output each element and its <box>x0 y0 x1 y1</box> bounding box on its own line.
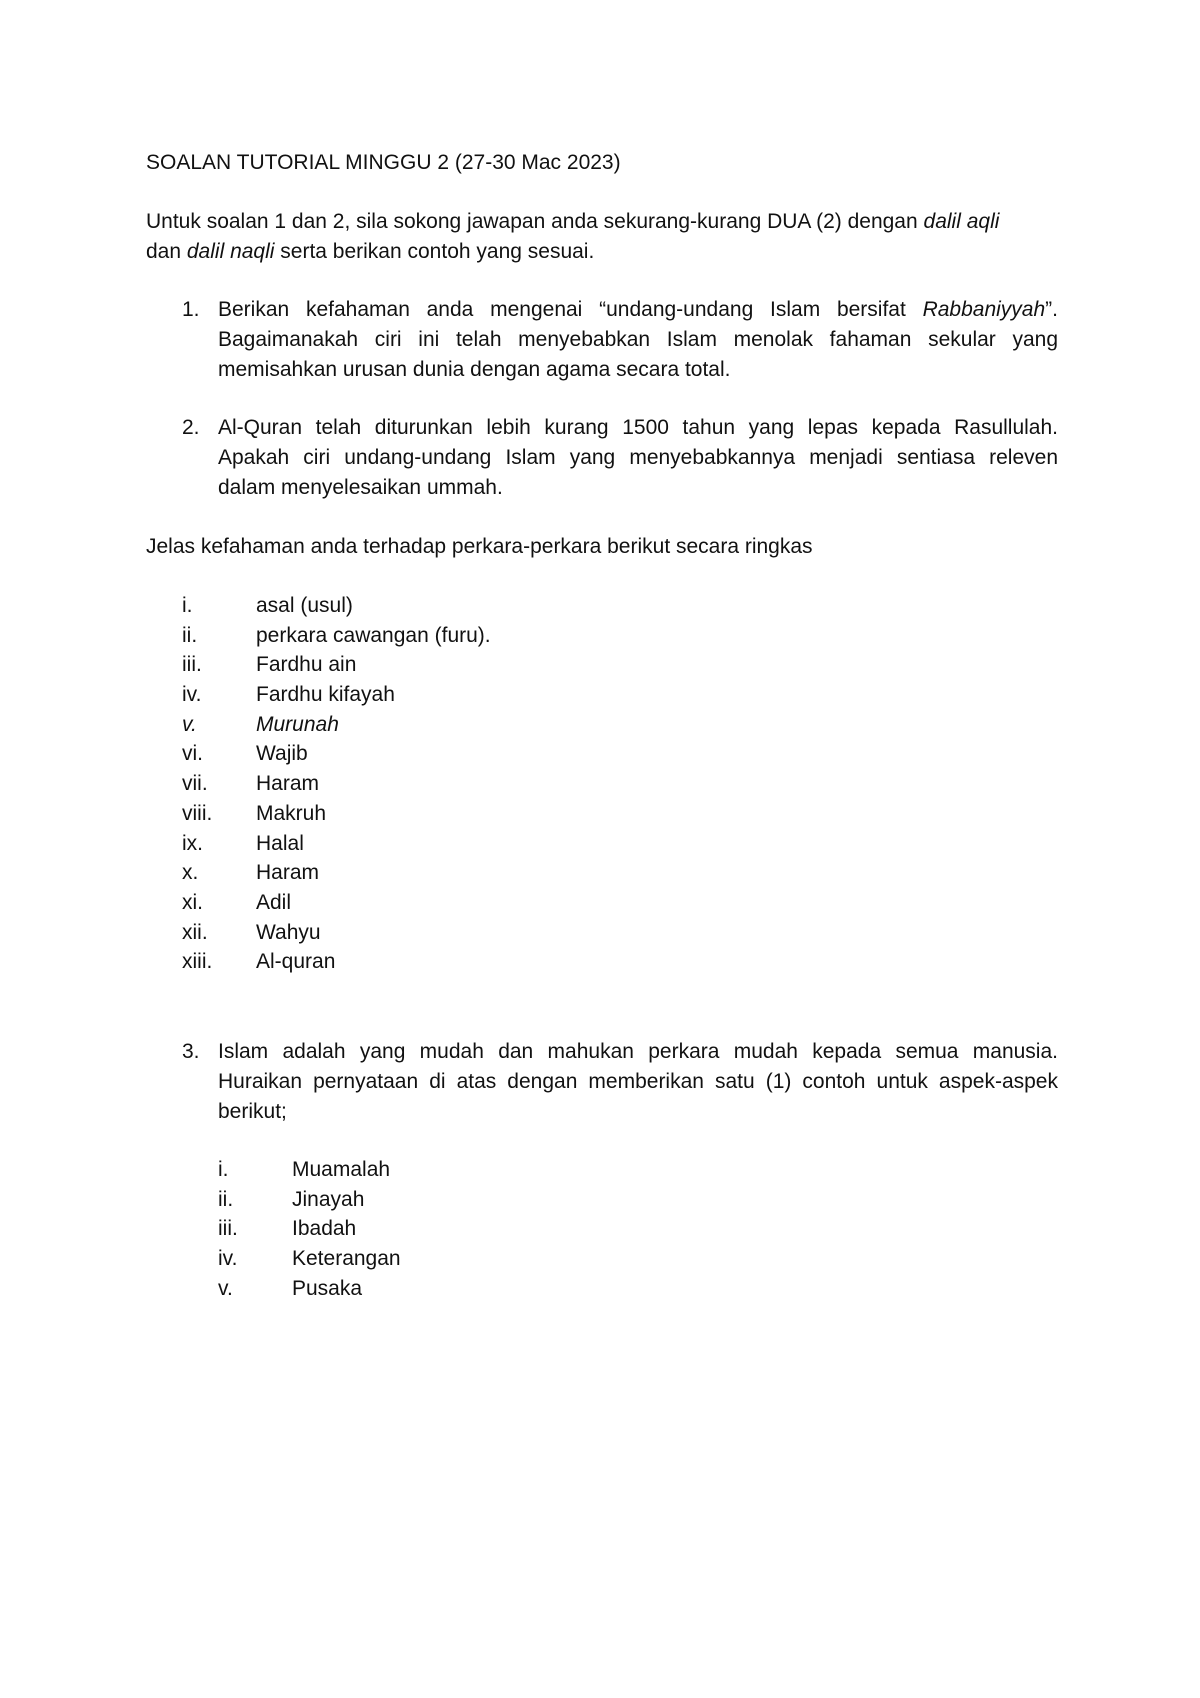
italic-term: Rabbaniyyah <box>922 298 1046 321</box>
list-item-number: ix. <box>182 831 203 855</box>
instruction-italic-term: dalil naqli <box>186 240 275 263</box>
list-item-text: Fardhu kifayah <box>256 683 395 707</box>
list-item-number: ii. <box>218 1187 234 1211</box>
list-item-text: Keterangan <box>292 1247 401 1271</box>
list-item-number: iv. <box>218 1247 238 1271</box>
section-heading: Jelas kefahaman anda terhadap perkara-perkara berikut secara ringkas <box>146 535 813 558</box>
page-title: SOALAN TUTORIAL MINGGU 2 (27-30 Mac 2023) <box>146 151 621 174</box>
instruction-line-1 <box>146 207 999 237</box>
list-item-text: Halal <box>256 831 304 855</box>
question-line: Huraikan pernyataan di atas dengan memberikan satu (1) contoh untuk aspek-aspek <box>218 1070 1058 1093</box>
list-item-text: Makruh <box>256 801 327 825</box>
list-item-number: ii. <box>182 623 198 647</box>
question-body <box>218 1037 1058 1127</box>
question-line: dalam menyelesaikan ummah. <box>218 476 503 499</box>
list-item-number: x. <box>182 861 199 885</box>
question-line: berikut; <box>218 1100 287 1123</box>
list-item-text: Ibadah <box>292 1217 357 1241</box>
list-item-number: i. <box>218 1158 229 1181</box>
instruction-italic-term: dalil aqli <box>923 210 1000 233</box>
list-item-text: Haram <box>256 861 320 885</box>
list-item-text: Al-quran <box>256 950 336 974</box>
list-item-number: vii. <box>182 772 208 796</box>
question-number: 3. <box>182 1040 200 1063</box>
list-item-text: Pusaka <box>292 1276 363 1300</box>
list-item-text: Adil <box>256 890 292 914</box>
instruction-text: serta berikan contoh yang sesuai. <box>274 240 595 263</box>
list-item-text: perkara cawangan (furu). <box>256 623 491 647</box>
instruction-text: dan <box>146 240 187 263</box>
list-item-number: iv. <box>182 683 202 707</box>
question-number: 2. <box>182 416 200 439</box>
list-item-text: Jinayah <box>292 1187 365 1211</box>
list-item-text: Fardhu ain <box>256 653 357 677</box>
list-item-number: iii. <box>218 1217 238 1241</box>
question-line: Berikan kefahaman anda mengenai “undang-undang Islam bersifat Rabbaniyyah”. <box>218 298 1058 321</box>
question-line: memisahkan urusan dunia dengan agama secara total. <box>218 358 731 381</box>
list-item-number: i. <box>182 594 193 617</box>
list-item-text: Wahyu <box>256 920 321 944</box>
list-item-text: asal (usul) <box>256 594 353 617</box>
question-line: Apakah ciri undang-undang Islam yang menyebabkannya menjadi sentiasa releven <box>218 446 1058 469</box>
question-line: Bagaimanakah ciri ini telah menyebabkan Islam menolak fahaman sekular yang <box>218 328 1058 351</box>
list-item-number: vi. <box>182 742 203 766</box>
question-body <box>218 295 1058 385</box>
question-line: Al-Quran telah diturunkan lebih kurang 1500 tahun yang lepas kepada Rasullulah. <box>218 416 1058 439</box>
question-line: Islam adalah yang mudah dan mahukan perkara mudah kepada semua manusia. <box>218 1040 1058 1063</box>
list-item-number: viii. <box>182 801 213 825</box>
instruction-text: Untuk soalan 1 dan 2, sila sokong jawapan anda sekurang-kurang DUA (2) dengan <box>146 210 924 233</box>
instruction-line-2 <box>146 237 594 267</box>
question-body <box>218 413 1058 503</box>
list-item-number: xiii. <box>182 950 213 974</box>
list-item-number: iii. <box>182 653 202 677</box>
question-number: 1. <box>182 298 200 321</box>
list-item-number: xii. <box>182 920 208 944</box>
list-item-number: v. <box>182 712 197 736</box>
list-item-text: Haram <box>256 772 320 796</box>
list-item-text: Wajib <box>256 742 308 766</box>
list-item-text: Muamalah <box>292 1158 391 1181</box>
list-item-number: v. <box>218 1276 233 1300</box>
list-item-number: xi. <box>182 890 203 914</box>
list-item-text: Murunah <box>256 712 339 736</box>
